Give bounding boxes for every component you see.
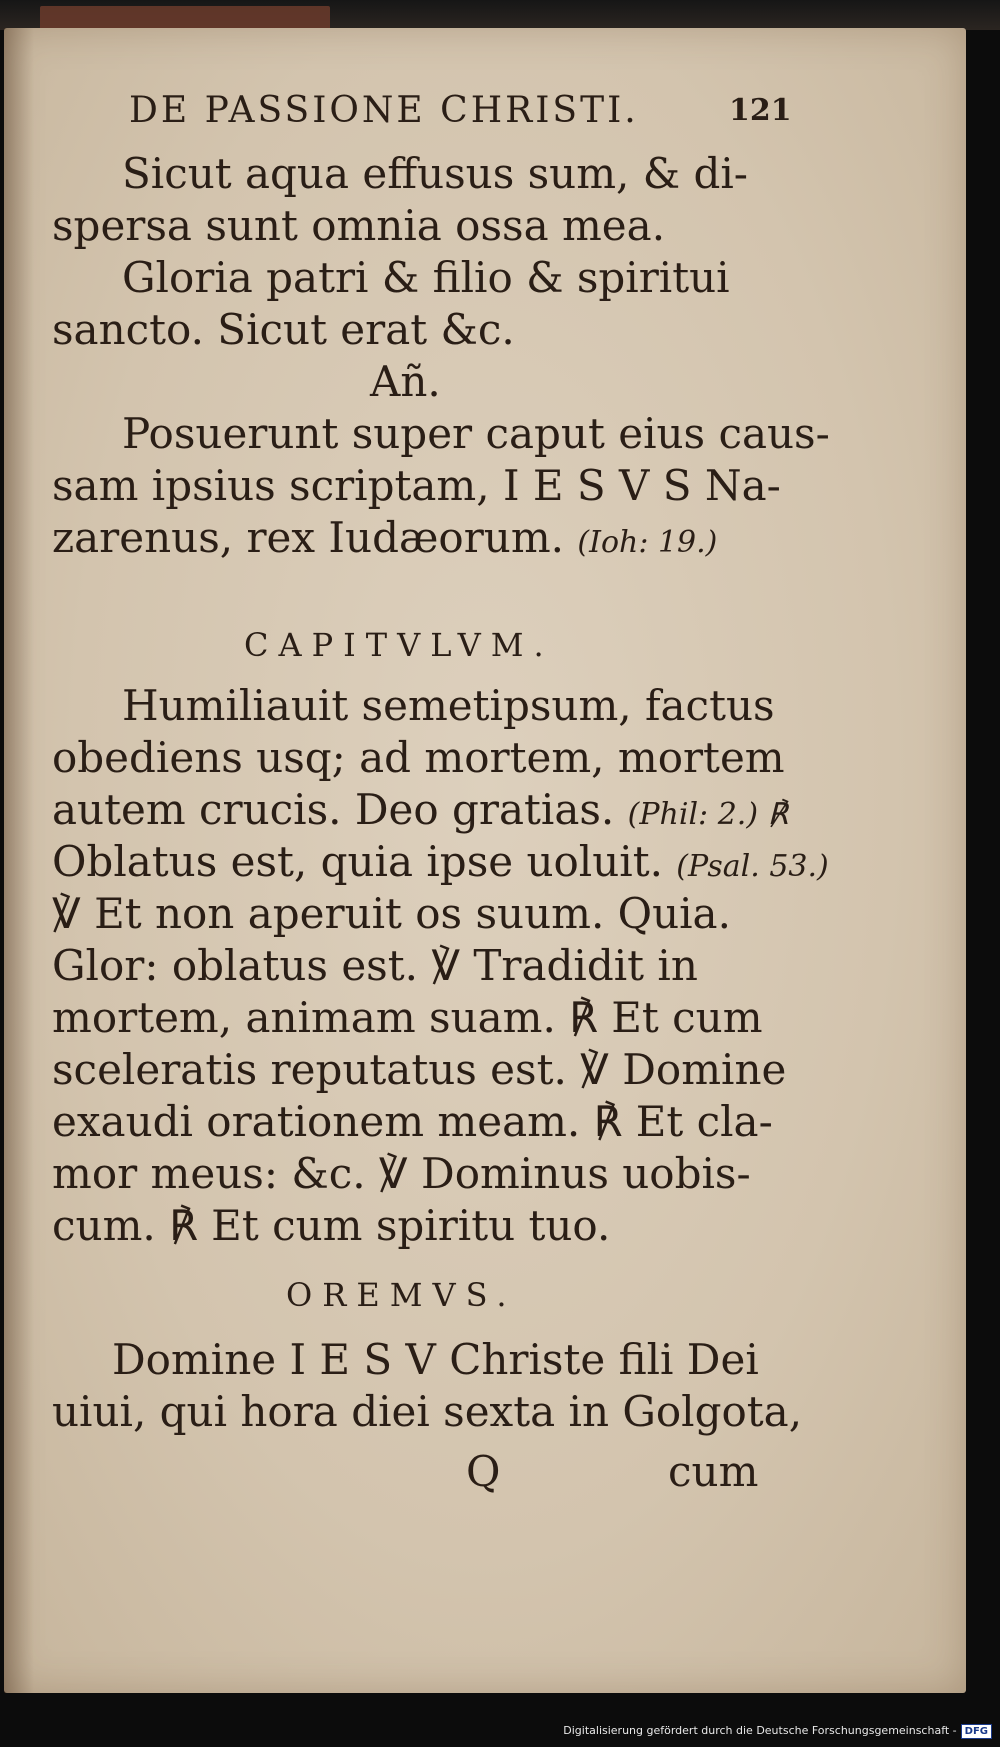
text-line-content: autem crucis. Deo gratias.	[52, 785, 615, 834]
text-line: spersa sunt omnia ossa mea.	[52, 201, 666, 250]
scripture-reference: (Ioh: 19.)	[577, 525, 718, 560]
digitization-credit	[563, 1724, 992, 1739]
catchword: cum	[668, 1447, 759, 1496]
text-line: uiui, qui hora diei sexta in Golgota,	[52, 1387, 803, 1436]
scan-top-edge	[0, 0, 1000, 30]
text-line: mor meus: &c. ℣ Dominus uobis-	[52, 1149, 751, 1198]
book-page	[4, 28, 966, 1693]
text-line: mortem, animam suam. ℟ Et cum	[52, 993, 763, 1042]
credit-text: Digitalisierung gefördert durch die Deutsche Forschungsgemeinschaft -	[563, 1724, 957, 1737]
text-line: sancto. Sicut erat &c.	[52, 305, 515, 354]
scripture-reference: (Psal. 53.)	[676, 849, 829, 884]
page-text	[4, 28, 966, 1693]
text-line	[52, 784, 788, 841]
scripture-reference: (Phil: 2.) ℟	[627, 797, 789, 832]
text-line: Gloria patri & filio & spiritui	[122, 253, 730, 302]
antiphon-label: Añ.	[370, 357, 441, 406]
text-line: Sicut aqua effusus sum, & di-	[122, 149, 749, 198]
text-line: Humiliauit semetipsum, factus	[122, 681, 775, 730]
text-line: Domine I E S V Christe fili Dei	[112, 1335, 759, 1384]
signature-mark: Q	[466, 1447, 501, 1496]
text-line	[52, 512, 717, 569]
dfg-logo: DFG	[961, 1724, 992, 1739]
page-number: 121	[729, 93, 792, 128]
text-line-content: zarenus, rex Iudæorum.	[52, 513, 565, 562]
text-line: cum. ℟ Et cum spiritu tuo.	[52, 1201, 611, 1250]
running-header	[4, 86, 966, 136]
text-line: sam ipsius scriptam, I E S V S Na-	[52, 461, 781, 510]
text-line	[52, 836, 829, 893]
text-line-content: Oblatus est, quia ipse uoluit.	[52, 837, 663, 886]
capitulum-heading: CAPITVLVM.	[244, 626, 554, 664]
text-line: obediens usq; ad mortem, mortem	[52, 733, 785, 782]
text-line: sceleratis reputatus est. ℣ Domine	[52, 1045, 787, 1094]
header-title: DE PASSIONE CHRISTI.	[129, 90, 639, 131]
text-line: exaudi orationem meam. ℟ Et cla-	[52, 1097, 773, 1146]
text-line: Posuerunt super caput eius caus-	[122, 409, 830, 458]
text-line: Glor: oblatus est. ℣ Tradidit in	[52, 941, 698, 990]
text-line: ℣ Et non aperuit os suum. Quia.	[52, 889, 731, 938]
oremus-heading: OREMVS.	[286, 1276, 517, 1314]
